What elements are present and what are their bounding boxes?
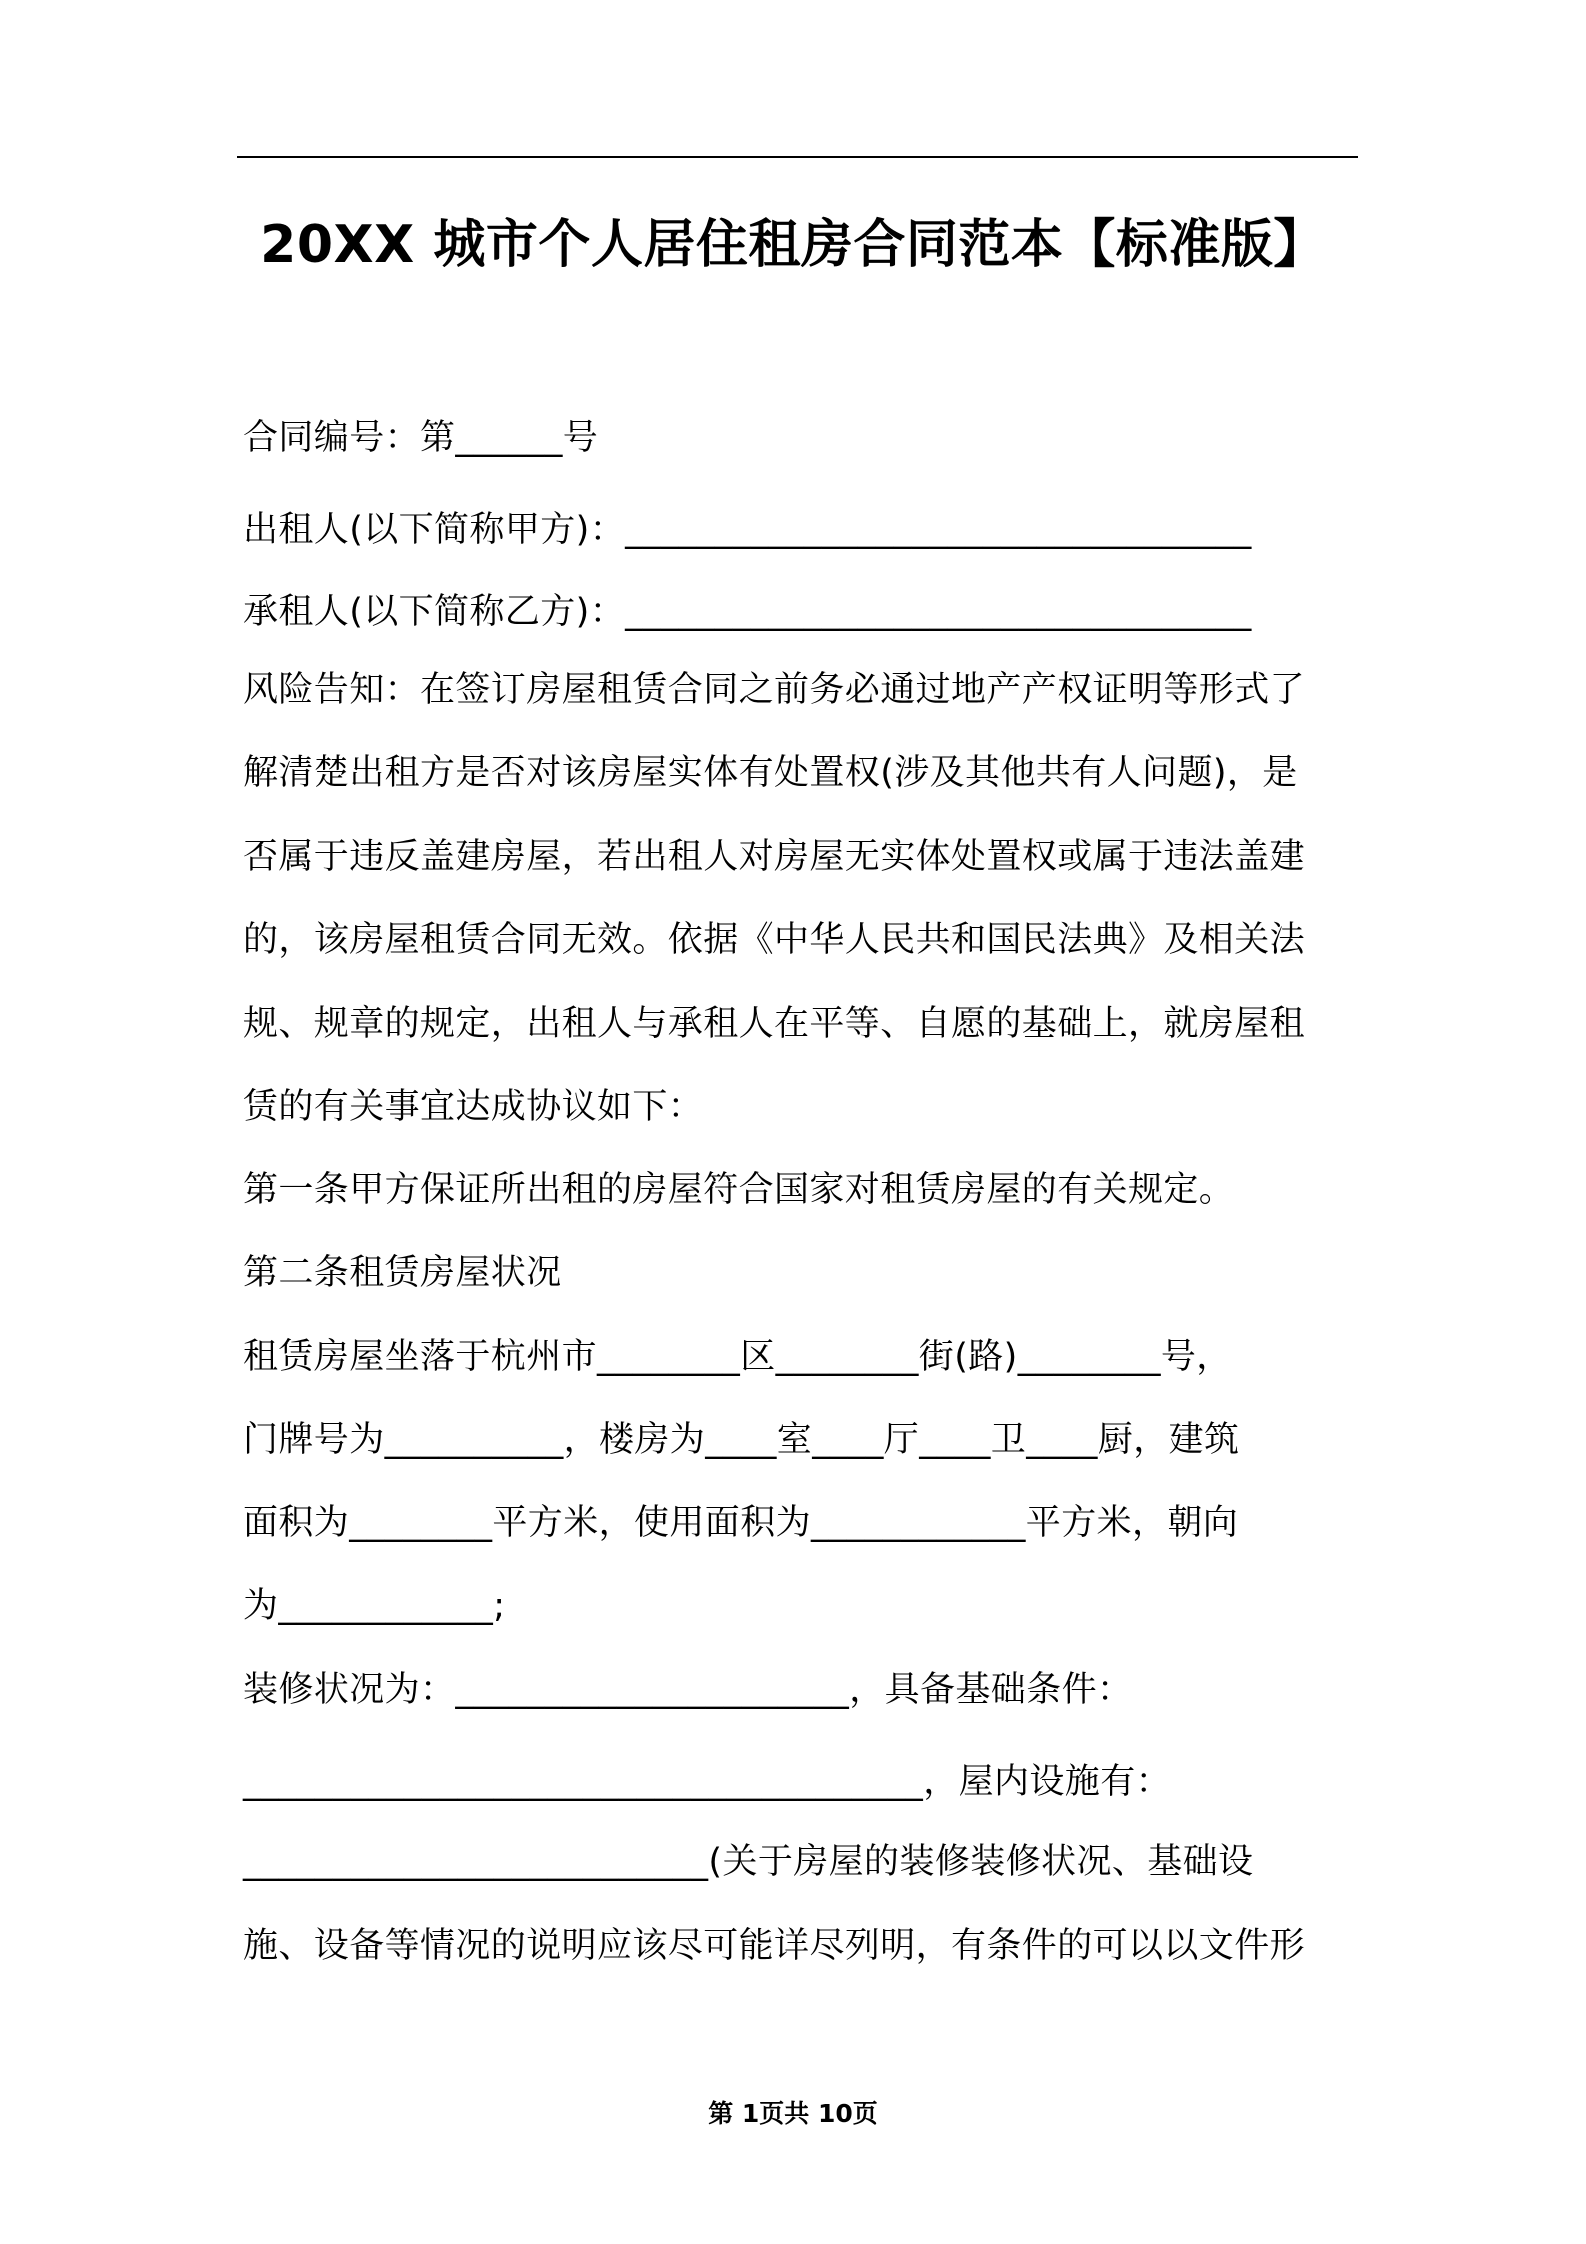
document-title: 20XX 城市个人居住租房合同范本【标准版】 (260, 215, 1326, 275)
body-text-line: ______________________________________，屋内设施有： (243, 1762, 1172, 1802)
lessor-line: 出租人(以下简称甲方)：___________________________________ (243, 510, 1252, 550)
body-text-line: 面积为________平方米，使用面积为____________平方米，朝向 (243, 1503, 1239, 1543)
body-text-line: 施、设备等情况的说明应该尽可能详尽列明，有条件的可以以文件形 (243, 1926, 1306, 1966)
body-text-line: 否属于违反盖建房屋，若出租人对房屋无实体处置权或属于违法盖建 (243, 837, 1306, 877)
body-text-line: 门牌号为__________，楼房为____室____厅____卫____厨，建筑 (243, 1420, 1240, 1460)
page-footer: 第 1页共 10页 (708, 2099, 878, 2128)
lessee-line: 承租人(以下简称乙方)：___________________________________ (243, 592, 1252, 632)
header-rule (237, 156, 1358, 158)
body-text-line: 解清楚出租方是否对该房屋实体有处置权(涉及其他共有人问题)，是 (243, 753, 1298, 793)
body-text-line: 赁的有关事宜达成协议如下： (243, 1087, 704, 1127)
body-text-line: 租赁房屋坐落于杭州市________区________街(路)________号， (243, 1337, 1232, 1377)
body-text-line: 装修状况为：______________________，具备基础条件： (243, 1670, 1133, 1710)
body-text-line: 的，该房屋租赁合同无效。依据《中华人民共和国民法典》及相关法 (243, 920, 1306, 960)
body-text-line: 为____________; (243, 1586, 506, 1626)
contract-number-line: 合同编号：第______号 (243, 418, 599, 458)
article-2-heading: 第二条租赁房屋状况 (243, 1253, 562, 1293)
article-1-line: 第一条甲方保证所出租的房屋符合国家对租赁房屋的有关规定。 (243, 1170, 1235, 1210)
body-text-line: 风险告知：在签订房屋租赁合同之前务必通过地产产权证明等形式了 (243, 670, 1306, 710)
body-text-line: 规、规章的规定，出租人与承租人在平等、自愿的基础上，就房屋租 (243, 1004, 1306, 1044)
body-text-line: __________________________(关于房屋的装修装修状况、基础设 (243, 1842, 1254, 1882)
